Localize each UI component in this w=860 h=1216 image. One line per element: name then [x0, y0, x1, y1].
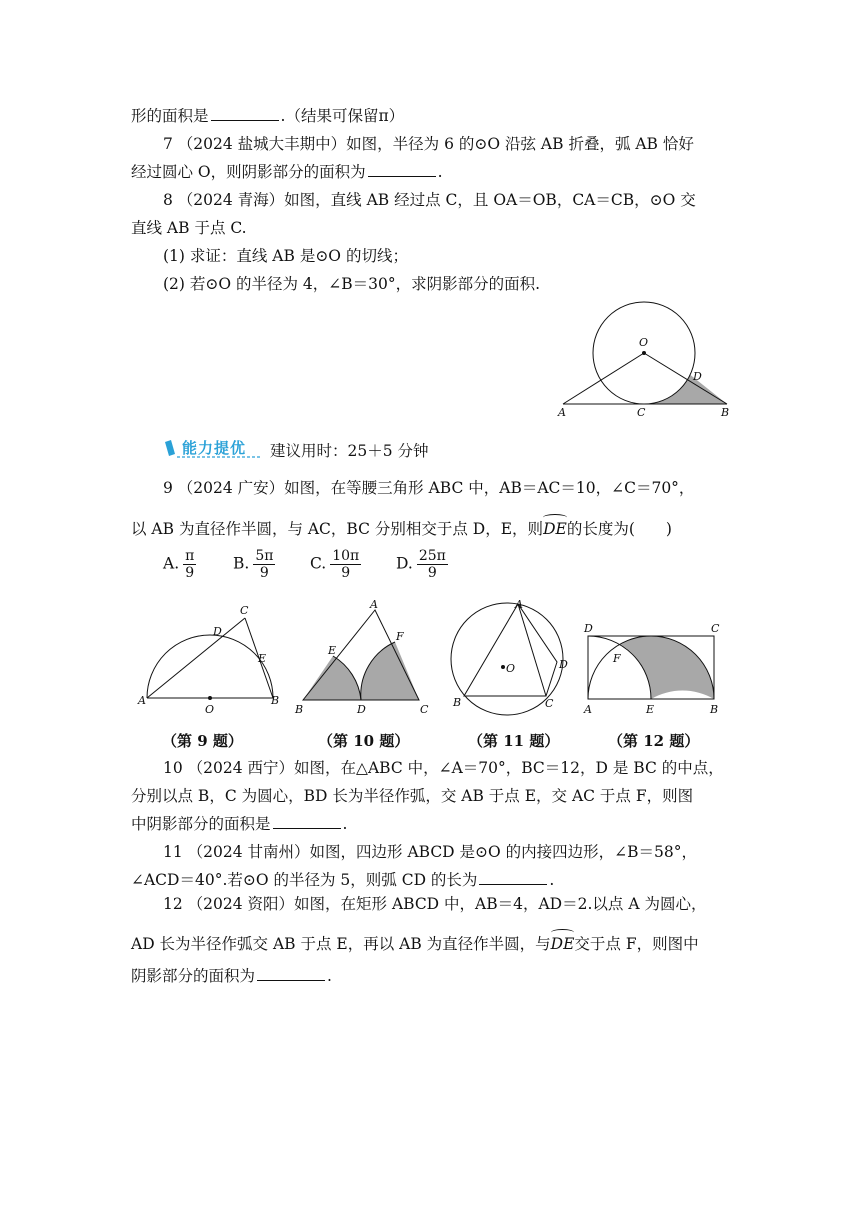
q10-shaded-left — [303, 656, 361, 700]
q11-figure — [444, 596, 574, 720]
option-c: C. $\frac{10\pi}{9}$ — [310, 548, 360, 581]
pencil-icon — [165, 440, 175, 456]
section-title: 能力提优 — [182, 439, 247, 457]
q8-label-b: B — [721, 406, 730, 419]
q12-shaded-region — [620, 636, 714, 699]
answer-blank — [368, 162, 436, 177]
q9-center-dot — [208, 696, 212, 700]
q12-label-e: E — [646, 703, 655, 716]
q11-label-c: C — [545, 697, 554, 710]
q11-center-dot — [501, 665, 505, 669]
q9-label-b: B — [271, 694, 280, 707]
q8-segment-oa — [563, 353, 644, 404]
option-b: B. $\frac{5\pi}{9}$ — [233, 548, 274, 581]
q11-label-d: D — [559, 658, 568, 671]
q9-label-c: C — [240, 604, 249, 617]
caption-q9: （第 9 题） — [162, 732, 243, 750]
q8-label-o: O — [639, 336, 649, 349]
q12-figure — [580, 618, 725, 718]
q7-line2: 经过圆心 O，则阴影部分的面积为 . — [131, 163, 443, 181]
q10-label-e: E — [328, 644, 337, 657]
answer-blank — [211, 106, 279, 121]
q11-line2: ∠ACD＝40°.若⊙O 的半径为 5，则弧 CD 的长为 . — [131, 871, 555, 889]
q11-diagonal-ac — [518, 604, 546, 696]
q10-shaded-right — [361, 642, 419, 700]
q9-label-o: O — [205, 703, 215, 716]
q12-label-b: B — [710, 703, 719, 716]
q7-line1: 7 （2024 盐城大丰期中）如图，半径为 6 的⊙O 沿弦 AB 折叠，弧 AB 恰好 — [163, 135, 694, 153]
section-time: 建议用时：25＋5 分钟 — [270, 442, 429, 460]
q8-line1: 8 （2024 青海）如图，直线 AB 经过点 C，且 OA＝OB，CA＝CB，⊙O 交 — [163, 191, 696, 209]
q8-line2: 直线 AB 于点 C. — [131, 219, 247, 237]
q12-line1: 12 （2024 资阳）如图，在矩形 ABCD 中，AB＝4，AD＝2.以点 A 为圆心， — [163, 895, 707, 913]
q10-label-b: B — [295, 703, 304, 716]
q12-label-c: C — [711, 622, 720, 635]
q9-line1: 9 （2024 广安）如图，在等腰三角形 ABC 中，AB＝AC＝10，∠C＝70°， — [163, 479, 695, 497]
q12-label-a: A — [584, 703, 592, 716]
q10-label-d: D — [357, 703, 366, 716]
q6-tail: 形的面积是 .（结果可保留π） — [131, 107, 405, 125]
q10-line3: 中阴影部分的面积是 . — [131, 815, 348, 833]
caption-q10: （第 10 题） — [318, 732, 410, 750]
q11-line1: 11 （2024 甘南州）如图，四边形 ABCD 是⊙O 的内接四边形，∠B＝58°， — [163, 843, 698, 861]
answer-blank — [479, 870, 547, 885]
caption-q12: （第 12 题） — [608, 732, 700, 750]
q10-label-f: F — [396, 630, 404, 643]
q9-label-a: A — [138, 694, 146, 707]
q11-label-a: A — [515, 598, 523, 611]
arc-de: DE — [551, 932, 575, 956]
q8-center-dot — [642, 351, 646, 355]
q9-figure — [135, 600, 285, 716]
q8-label-c: C — [637, 406, 646, 419]
q11-label-b: B — [453, 696, 462, 709]
q11-label-o: O — [506, 662, 516, 675]
q10-label-a: A — [370, 598, 378, 611]
answer-blank — [257, 966, 325, 981]
q8-label-a: A — [558, 406, 566, 419]
q9-line2: 以 AB 为直径作半圆，与 AC，BC 分别相交于点 D，E，则DE的长度为( ) — [131, 517, 672, 541]
arc-de: DE — [543, 517, 567, 541]
q11-quadrilateral — [464, 604, 557, 696]
q10-line2: 分别以点 B，C 为圆心，BD 长为半径作弧，交 AB 于点 E，交 AC 于点 F，则图 — [131, 787, 694, 805]
q9-label-e: E — [258, 652, 267, 665]
q8-label-d: D — [693, 370, 702, 383]
q12-line3: 阴影部分的面积为 . — [131, 967, 332, 985]
option-a: A. $\frac{\pi}{9}$ — [163, 548, 195, 581]
q10-label-c: C — [420, 703, 429, 716]
answer-blank — [273, 814, 341, 829]
q8-part2: (2) 若⊙O 的半径为 4，∠B＝30°，求阴影部分的面积. — [163, 275, 541, 293]
q12-label-d: D — [584, 622, 593, 635]
option-d: D. $\frac{25\pi}{9}$ — [396, 548, 446, 581]
q10-figure — [290, 596, 440, 716]
q12-label-f: F — [613, 652, 621, 665]
q8-figure — [555, 300, 735, 422]
q8-part1: (1) 求证：直线 AB 是⊙O 的切线； — [163, 247, 408, 265]
caption-q11: （第 11 题） — [468, 732, 560, 750]
q10-line1: 10 （2024 西宁）如图，在△ABC 中，∠A＝70°，BC＝12，D 是 BC 的中点， — [163, 759, 724, 777]
q9-label-d: D — [213, 625, 222, 638]
q8-shaded-region — [638, 375, 727, 405]
q12-line2: AD 长为半径作弧交 AB 于点 E，再以 AB 为直径作半圆，与DE交于点 F，则图中 — [131, 932, 699, 956]
